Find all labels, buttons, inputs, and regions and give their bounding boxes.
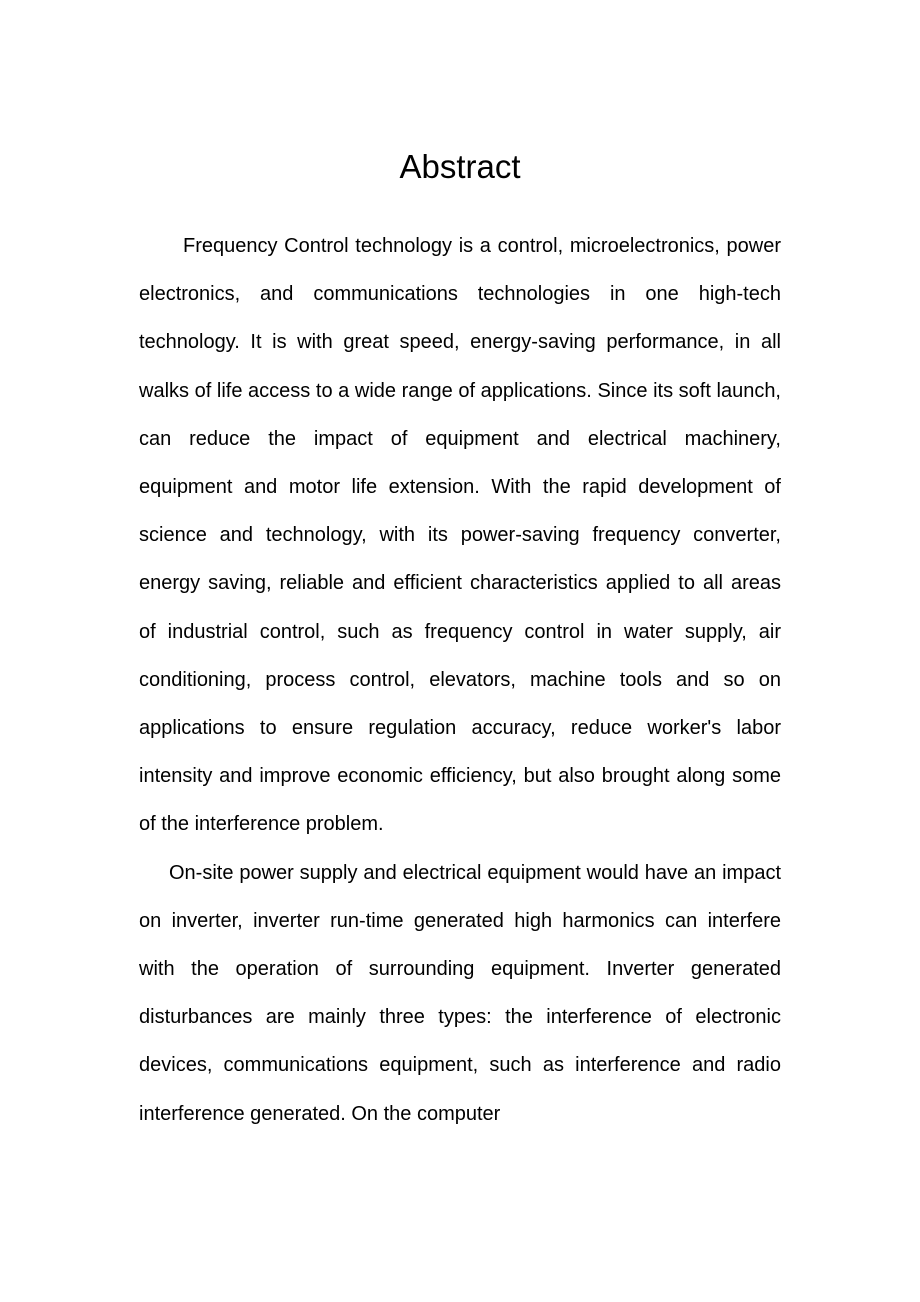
- page-title: Abstract: [399, 148, 521, 185]
- abstract-paragraph: On-site power supply and electrical equipment would have an impact on inverter, inverter run-time generated high harmonics can interfere with the operation of surrounding equipment. Inverter generated disturbances are mainly three types: the interference of electronic devices, communications equipment, such as interference and radio interference generated. On the computer: [139, 861, 781, 1125]
- abstract-body: [139, 222, 781, 1138]
- abstract-paragraph: Frequency Control technology is a control, microelectronics, power electronics, and communications technologies in one high-tech technology. It is with great speed, energy-saving performance, in all walks of life access to a wide range of applications. Since its soft launch, can reduce the impact of equipment and electrical machinery, equipment and motor life extension. With the rapid development of science and technology, with its power-saving frequency converter, energy saving, reliable and efficient characteristics applied to all areas of industrial control, such as frequency control in water supply, air conditioning, process control, elevators, machine tools and so on applications to ensure regulation accuracy, reduce worker's labor intensity and improve economic efficiency, but also brought along some of the interference problem.: [139, 235, 781, 836]
